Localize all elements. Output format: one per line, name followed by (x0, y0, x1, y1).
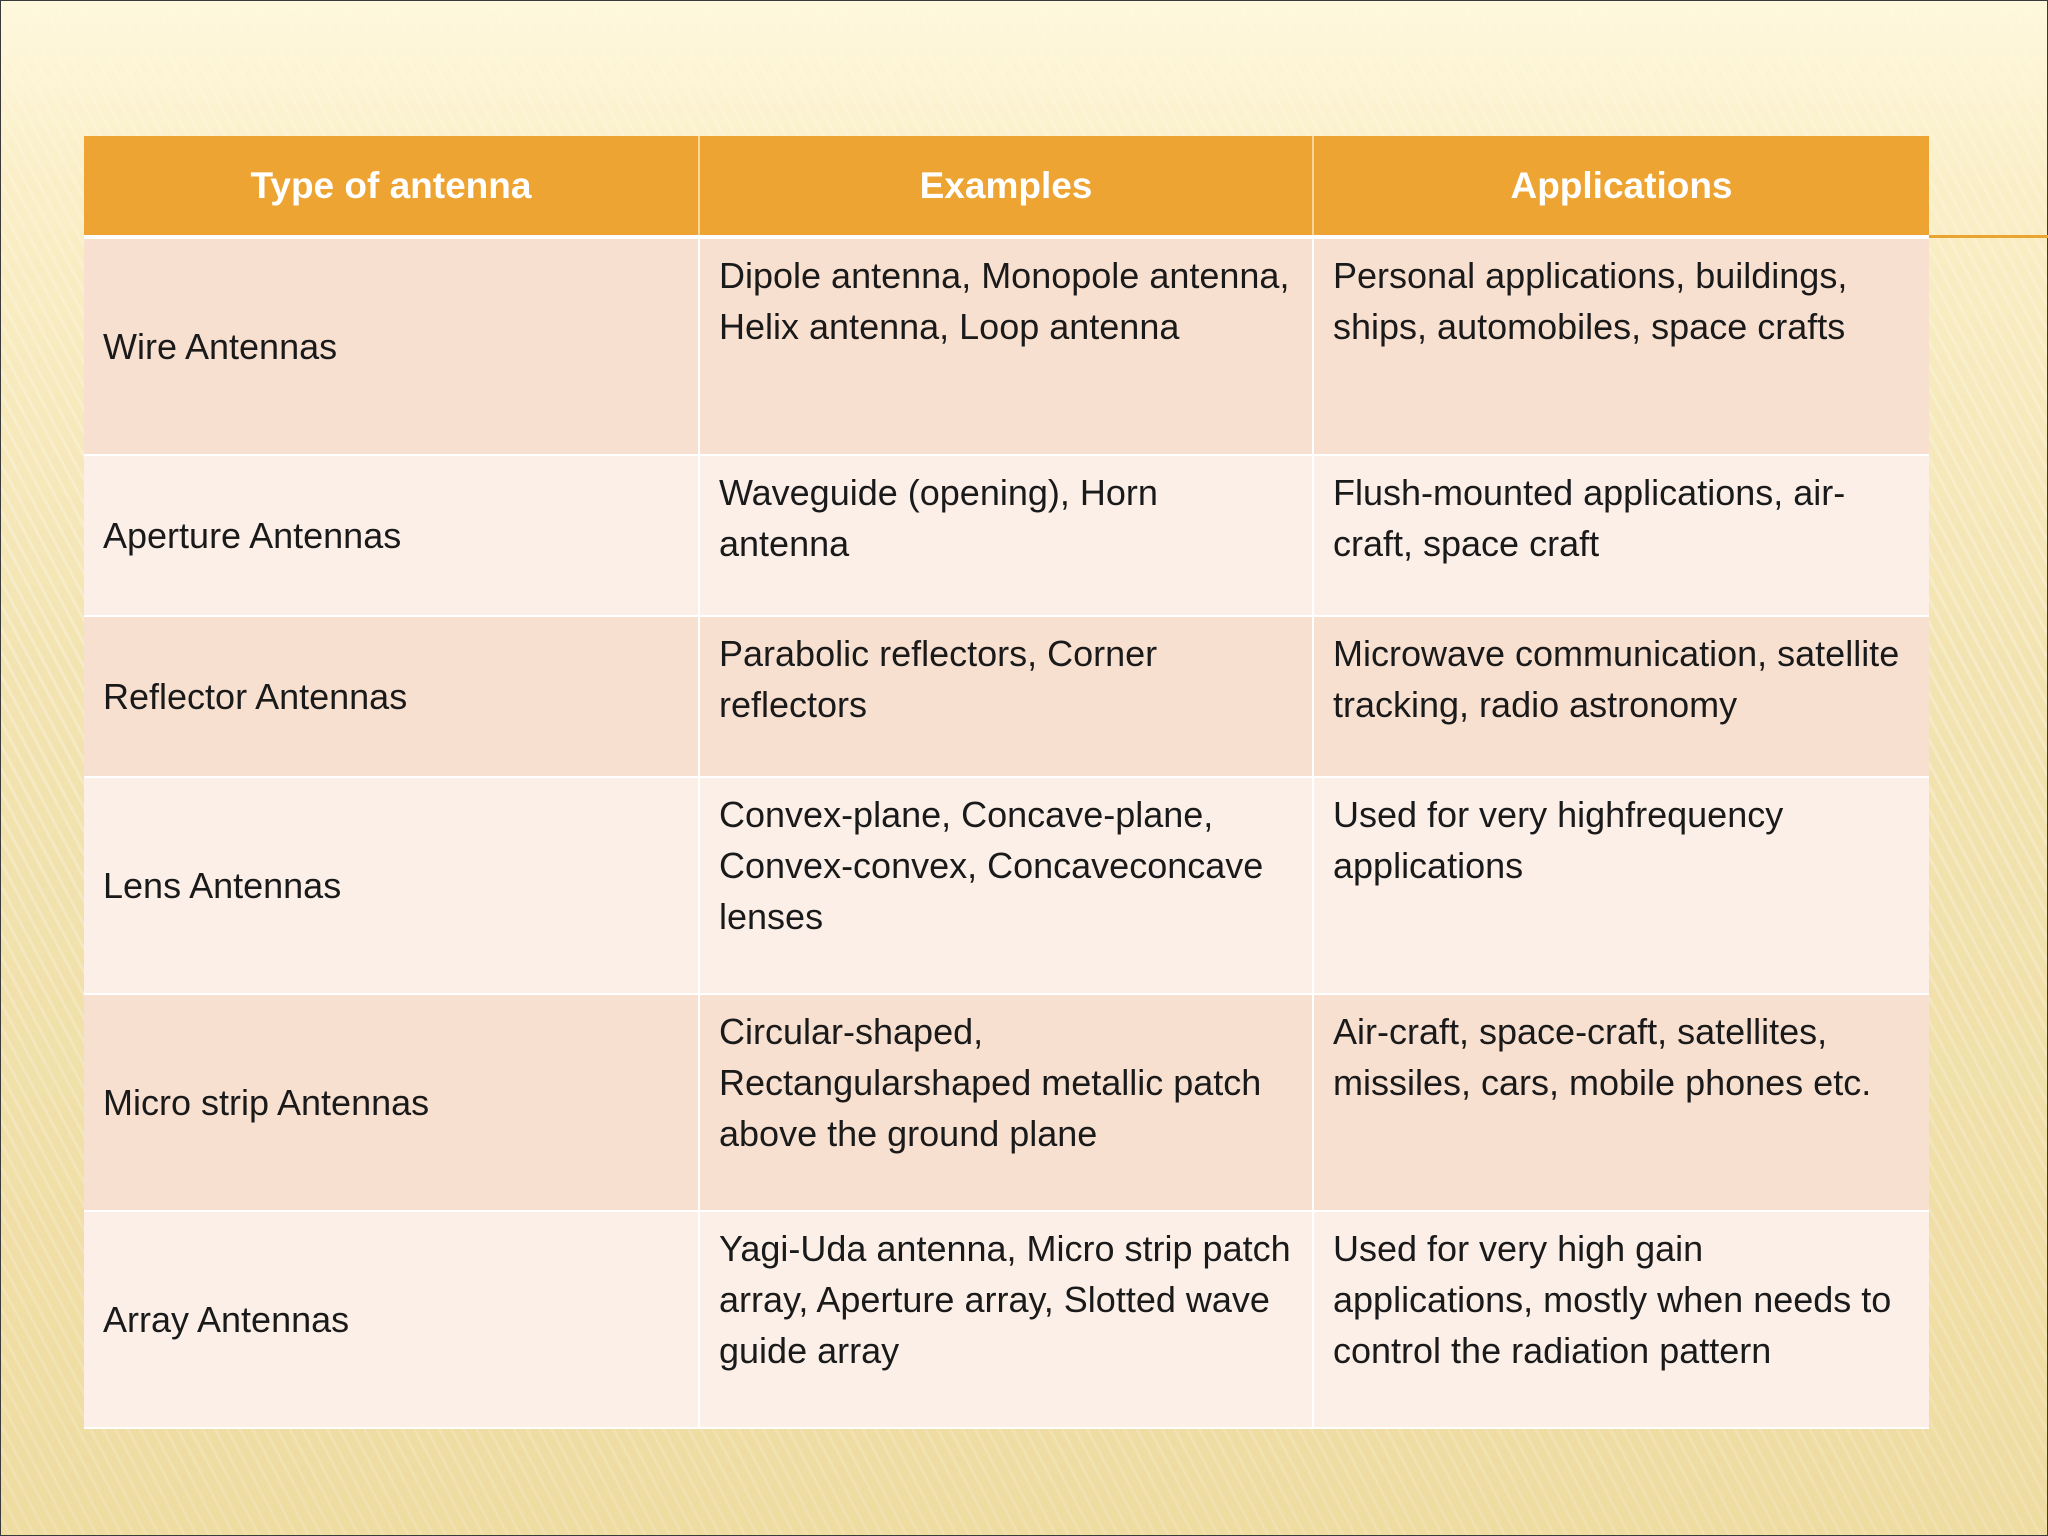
examples-cell: Convex-plane, Concave-plane, Convex-convex, Concaveconcave lenses (699, 777, 1313, 994)
examples-cell: Parabolic reflectors, Corner reflectors (699, 616, 1313, 777)
applications-cell: Microwave communication, satellite tracking, radio astronomy (1313, 616, 1929, 777)
examples-cell: Waveguide (opening), Horn antenna (699, 455, 1313, 616)
applications-cell: Used for very high gain applications, mostly when needs to control the radiation pattern (1313, 1211, 1929, 1428)
type-cell: Micro strip Antennas (84, 994, 699, 1211)
applications-cell: Flush-mounted applications, air-craft, space craft (1313, 455, 1929, 616)
table-row (84, 1211, 1929, 1428)
applications-cell: Used for very highfrequency applications (1313, 777, 1929, 994)
examples-cell: Dipole antenna, Monopole antenna, Helix antenna, Loop antenna (699, 237, 1313, 455)
antenna-table-container (84, 136, 1929, 1429)
applications-cell: Air-craft, space-craft, satellites, missiles, cars, mobile phones etc. (1313, 994, 1929, 1211)
antenna-types-table (84, 136, 1929, 1429)
table-row (84, 616, 1929, 777)
applications-cell: Personal applications, buildings, ships, automobiles, space crafts (1313, 237, 1929, 455)
type-cell: Reflector Antennas (84, 616, 699, 777)
examples-cell: Circular-shaped, Rectangularshaped metallic patch above the ground plane (699, 994, 1313, 1211)
type-cell: Array Antennas (84, 1211, 699, 1428)
table-header-row (84, 136, 1929, 237)
examples-cell: Yagi-Uda antenna, Micro strip patch array, Aperture array, Slotted wave guide array (699, 1211, 1313, 1428)
type-cell: Wire Antennas (84, 237, 699, 455)
type-cell: Lens Antennas (84, 777, 699, 994)
table-row (84, 777, 1929, 994)
decorative-accent-line (1928, 235, 2048, 238)
header-applications: Applications (1313, 136, 1929, 237)
header-examples: Examples (699, 136, 1313, 237)
table-row (84, 237, 1929, 455)
header-type-of-antenna: Type of antenna (84, 136, 699, 237)
table-row (84, 455, 1929, 616)
type-cell: Aperture Antennas (84, 455, 699, 616)
table-row (84, 994, 1929, 1211)
